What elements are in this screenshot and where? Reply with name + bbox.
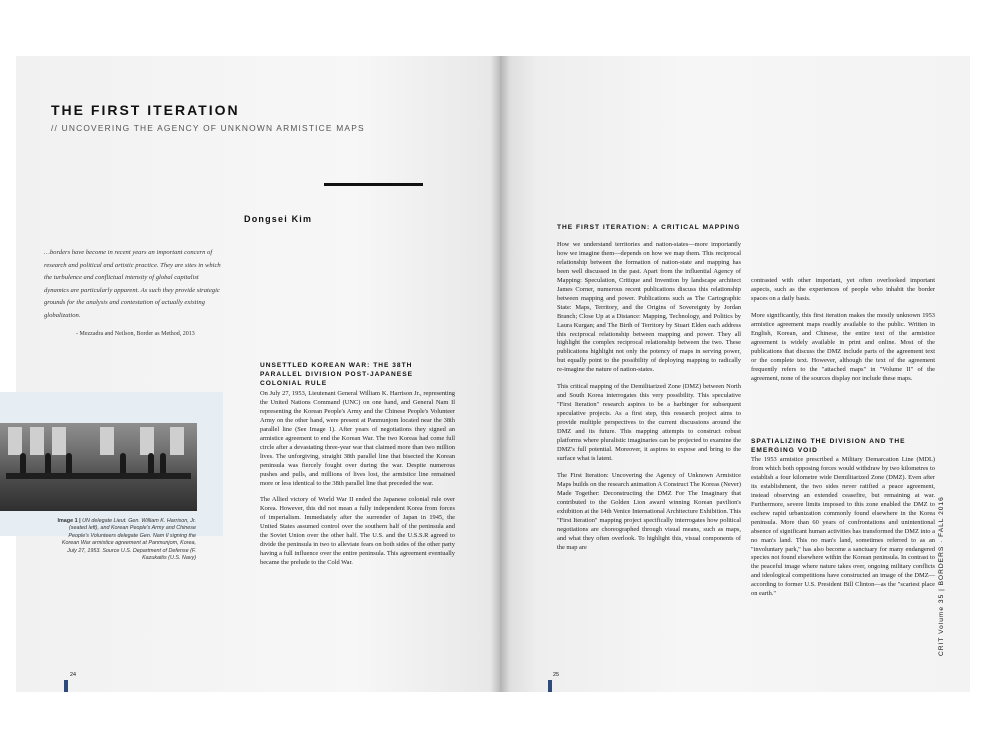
photo-figure (160, 453, 166, 475)
paragraph: More significantly, this first iteration makes the mostly unknown 1953 armistice agreement maps readily available to the public. Written in English, Korean, and Chinese, the entire text of the armistice agreement is widely available in print and online. Most of the publications that discuss the DMZ include parts of the agreement text or the complete text. However, although the text of the agreement frequently refers to the "attached maps" in "Volume II" of the agreement, none of the sources display nor include these maps. (751, 311, 935, 382)
armistice-photo (0, 423, 197, 511)
page-number-right: 25 (553, 672, 559, 678)
section-heading-korean-war: UNSETTLED KOREAN WAR: THE 38TH PARALLEL DIVISION POST-JAPANESE COLONIAL RULE (260, 362, 414, 387)
photo-window (52, 427, 66, 455)
section-heading-critical-mapping: THE FIRST ITERATION: A CRITICAL MAPPING (557, 224, 741, 231)
page-marker (64, 680, 68, 692)
photo-figure (45, 453, 51, 475)
paragraph: This critical mapping of the Demilitarized Zone (DMZ) between North and South Korea interrogates this very possibility. This speculative "First Iteration" research aspires to be a harbinger for subsequent speculative projects. As a first step, this research project aims to provide multiple perspectives to the current discussions around the DMZ and its future. This mapping attempts to construct robust platforms where pluralistic imaginaries can be projected to examine the DMZ's full potential. Moreover, it aspires to expose and bring to the surface what is latent. (557, 383, 741, 462)
photo-window (100, 427, 114, 455)
right-body-column-1 (557, 241, 741, 560)
page-marker (548, 680, 552, 692)
photo-window (30, 427, 44, 455)
paragraph: The 1953 armistice prescribed a Military Demarcation Line (MDL) from which both opposing forces would withdraw by two kilometres to establish a four kilometre wide Demilitarized Zone (DMZ). Even after its establishment, the two sides never ratified a peace agreement, instead observing an extended ceasefire, but remaining at war. Furthermore, severe limits imposed to this zone enabled the DMZ to eschew rapid urbanization commonly found elsewhere in the Korea peninsula. More than 60 years of confrontations and unintentional absence of significant human activities has transformed the DMZ into a no man's land. This no man's land, sometimes referred to as an "involuntary park," has also become a sanctuary for many endangered species not found elsewhere within the Korean peninsula. In contrast to the peaceful image where nature takes over, ongoing military conflicts and ideological competitions have constructed an image of the DMZ—according to former U.S. President Bill Clinton—as the "scariest place on earth." (751, 456, 935, 598)
section-heading-spatializing: SPATIALIZING THE DIVISION AND THE EMERGING VOID (751, 438, 906, 454)
page-number-left: 24 (70, 672, 76, 678)
paragraph: On July 27, 1953, Lieutenant General William K. Harrison Jr., representing the United Nations Command (UNC) on one hand, and General Nam Il representing the Korean People's Army and the Chinese People's Volunteer Army on the other hand, were present at Panmunjom located near the 38th parallel line (See Image 1). After years of negotiations they signed an armistice agreement to end the Korean War. The two Koreas had come full circle after a devastating three-year war that claimed more than two million lives. The unforgiving, straight 38th parallel line that bisected the Korean peninsula was fiercely fought over during the war. Despite numerous pushes and pulls, and millions of lives lost, the armistice line remained more or less identical to the 38th parallel line that preceded the war. (260, 390, 455, 487)
paragraph: How we understand territories and nation-states—more importantly how we imagine them—depends on how we map them. This reciprocal relationship between the formation of nation-state and mapping has been well discussed in the past. Apart from the influential Agency of Mapping: Speculation, Critique and Invention by landscape architect James Corner, numerous recent publications discuss this relationship between mapping and power. Publications such as The Cartographic State: Maps, Territory, and the Origins of Sovereignty by Jordan Branch; Close Up at a Distance: Mapping, Technology, and Politics by Laura Kurgan; and The Birth of Territory by Stuart Elden each address this reciprocal relationship between mapping and power. They all highlight the complex reciprocal relationship between the two. These publications highlight not only the potency of maps in serving power, but equally point to the possibility of deploying mapping to radically re-imagine the nature of nation-states. (557, 241, 741, 374)
caption-text: UN delegate Lieut. Gen. William K. Harrison, Jr. (seated left), and Korean People's Army and Chinese People's Volunteers delegate Gen. Nam Il signing the Korean War armistice agreement at Panmunjom, Korea, July 27, 1953. Source U.S. Department of Defense (F. Kazukaitis (U.S. Navy) (61, 518, 196, 562)
paragraph: The Allied victory of World War II ended the Japanese colonial rule over Korea. However, this did not mean a fully independent Korea from forces of imperialism. Immediately after the surrender of Japan in 1945, the United States assumed control over the southern half of the peninsula and the Soviet Union over the other half. The U.S. and the U.S.S.R agreed to divide the peninsula in two to alleviate fears on both sides of the other party having a full influence over the entire peninsula. This agreement eventually became the prelude to the Cold War. (260, 496, 455, 567)
book-spine-shadow (490, 56, 510, 692)
photo-window (140, 427, 154, 455)
paragraph: The First Iteration: Uncovering the Agency of Unknown Armistice Maps builds on the research animation A Construct The Koreas (Never) Made Together: Deconstructing the DMZ For The Imaginary that contributed to the Golden Lion award winning Korean pavilion's exhibition at the 14th Venice International Architecture Exhibition. This "First Iteration" mapping project specifically interrogates how political negotiations are choreographed through visual means, such as maps, and what they often overlook. To highlight this, visual components of the map are (557, 471, 741, 551)
author-name: Dongsei Kim (244, 214, 313, 224)
article-title: THE FIRST ITERATION (51, 102, 240, 118)
image-caption (56, 518, 196, 562)
photo-window (8, 427, 22, 455)
caption-label: Image 1 | (57, 518, 81, 524)
photo-window (170, 427, 184, 455)
right-body-column-2 (751, 277, 935, 391)
epigraph-attribution: - Mezzadra and Neilson, Border as Method, 2013 (76, 331, 195, 337)
running-footer: CRIT Volume 35 | BORDERS · FALL 2016 (938, 496, 945, 656)
photo-table (6, 473, 191, 479)
photo-figure (20, 453, 26, 475)
right-body-column-2b (751, 456, 935, 607)
photo-figure (148, 453, 154, 475)
article-subtitle: // UNCOVERING THE AGENCY OF UNKNOWN ARMISTICE MAPS (51, 123, 365, 133)
title-rule (324, 183, 423, 186)
left-body-column (260, 390, 455, 576)
photo-figure (66, 453, 72, 475)
epigraph: …borders have become in recent years an important concern of research and political and artistic practice. They are sites in which the turbulence and conflictual intensity of global capitalist dynamics are particularly apparent. As such they provide strategic grounds for the analysis and contestation of actually existing globalization. (44, 249, 221, 319)
photo-figure (120, 453, 126, 475)
paragraph: contrasted with other important, yet often overlooked important aspects, such as the experiences of people who inhabit the border spaces on a daily basis. (751, 277, 935, 302)
